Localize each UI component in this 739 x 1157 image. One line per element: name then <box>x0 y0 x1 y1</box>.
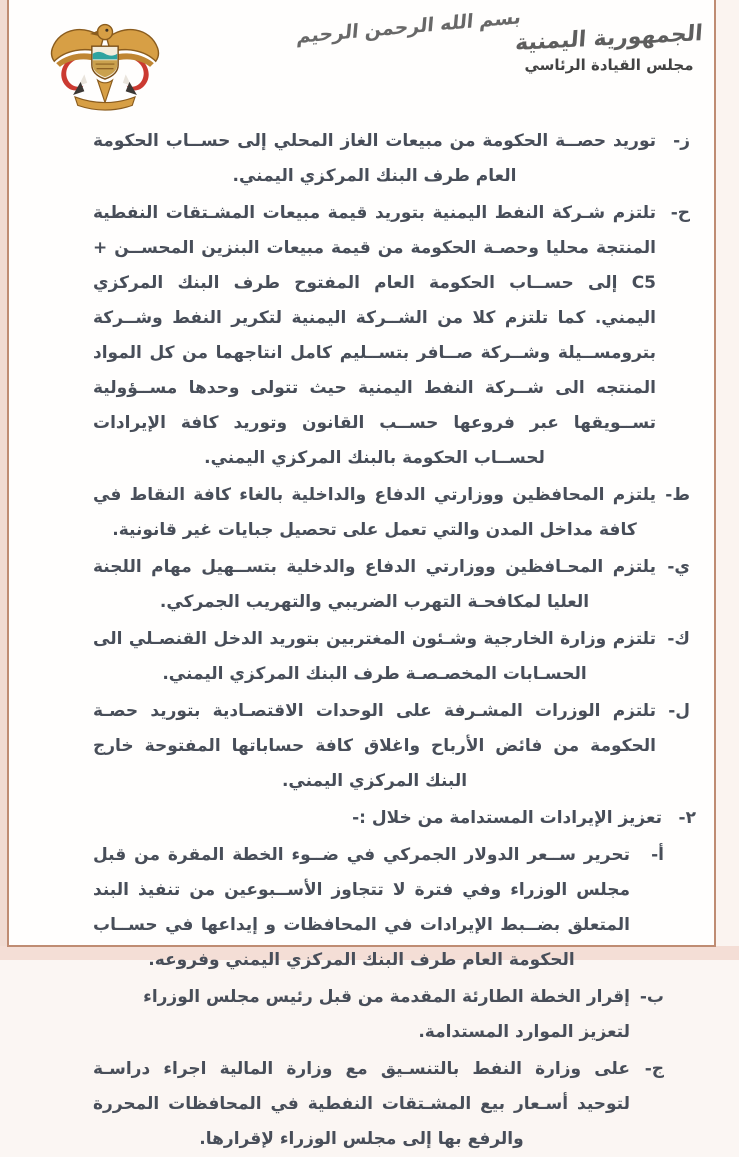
item-text: تلتزم شـركة النفط اليمنية بتوريد قيمة مبيعات المشـتقات النفطية المنتجة محليا وحصـة الحكومة من قيمة مبيعات البنزين المحســن + C5 إلى حســاب الحكومة العام المفتوح طرف البنك المركزي اليمني. كما تلتزم كلا من الشــركة اليمنية لتكرير النفط وشــركة بترومســيلة وشــركة صــافر بتســليم كامل انتاجهما من كل المواد المنتجه الى شــركة النفط اليمنية حيث تتولى وحدها مســؤولية تســويقها عبر فروعها حســب القانون وتوريد كافة الإيرادات لحســاب الحكومة بالبنك المركزي اليمني. <box>93 203 656 468</box>
item-text: توريد حصــة الحكومة من مبيعات الغاز المحلي إلى حســاب الحكومة العام طرف البنك المركزي اليمني. <box>93 131 656 186</box>
item-marker: ب- <box>639 987 664 1007</box>
document-item-section-2 <box>93 801 696 836</box>
document-item-alif <box>93 838 696 978</box>
item-text: إقرار الخطة الطارئة المقدمة من قبل رئيس مجلس الوزراء لتعزيز الموارد المستدامة. <box>143 987 630 1042</box>
scan-margin-left <box>0 0 7 960</box>
item-marker: ط- <box>665 485 690 505</box>
council-title: مجلس القيادة الرئاسي <box>524 56 694 74</box>
item-marker: ل- <box>668 701 690 721</box>
item-text: تحرير ســعر الدولار الجمركي في ضــوء الخطة المقرة من قبل مجلس الوزراء وفي فترة لا تتجاوز الأســبوعين من تنفيذ البند المتعلق بضــبط الإيرادات في المحافظات و إيداعها في حســاب الحكومة العام طرف البنك المركزي اليمني وفروعه. <box>93 845 630 970</box>
item-text: يلتزم المحـافظين ووزارتي الدفاع والدخلية بتســهيل مهام اللجنة العليا لمكافحـة التهرب الضريبي والتهريب الجمركي. <box>93 557 656 612</box>
item-marker: ٢- <box>678 808 696 828</box>
bismillah-calligraphy: بسم الله الرحمن الرحيم <box>295 6 523 48</box>
document-item-lam <box>93 694 696 799</box>
item-marker: ي- <box>667 557 690 577</box>
item-text: تلتزم وزارة الخارجية وشـئون المغتربين بتوريد الدخل القنصـلي الى الحسـابات المخصـصـة طرف البنك المركزي اليمني. <box>93 629 656 684</box>
document-item-ya <box>93 550 696 620</box>
document-item-tta <box>93 478 696 548</box>
document-item-za <box>93 124 696 194</box>
yemen-emblem-icon <box>43 16 167 114</box>
item-marker: ج- <box>644 1059 664 1079</box>
emblem-tail <box>97 80 112 103</box>
item-marker: ز- <box>673 131 690 151</box>
item-text: تلتزم الوزرات المشـرفة على الوحدات الاقتصـادية بتوريد حصـة الحكومة من فائض الأرباح واغلاق كافة حساباتها المفتوحة خارج البنك المركزي اليمني. <box>93 701 656 791</box>
emblem-eagle-head <box>97 25 112 40</box>
item-text: يلتزم المحافظين ووزارتي الدفاع والداخلية بالغاء كافة النقاط في كافة مداخل المدن والتي تعمل على تحصيل جبايات غير قانونية. <box>93 485 656 540</box>
item-text: تعزيز الإيرادات المستدامة من خلال :- <box>352 808 662 828</box>
scan-margin-right <box>716 0 739 960</box>
document-item-ha <box>93 196 696 476</box>
letterhead-right <box>514 21 704 74</box>
document-item-ba <box>93 980 696 1050</box>
item-marker: أ- <box>651 845 664 865</box>
document-page <box>7 0 716 1149</box>
document-items <box>9 116 714 1157</box>
republic-title: الجمهورية اليمنية <box>514 21 704 56</box>
item-marker: ح- <box>670 203 690 223</box>
document-item-kaf <box>93 622 696 692</box>
item-marker: ك- <box>667 629 690 649</box>
document-item-jim <box>93 1052 696 1157</box>
item-text: على وزارة النفط بالتنسـيق مع وزارة المالية اجراء دراسـة لتوحيد أسـعار بيع المشـتقات النفطية في المحافظات المحررة والرفع بها إلى مجلس الوزراء لإقرارها. <box>93 1059 630 1149</box>
document-header <box>9 0 714 116</box>
